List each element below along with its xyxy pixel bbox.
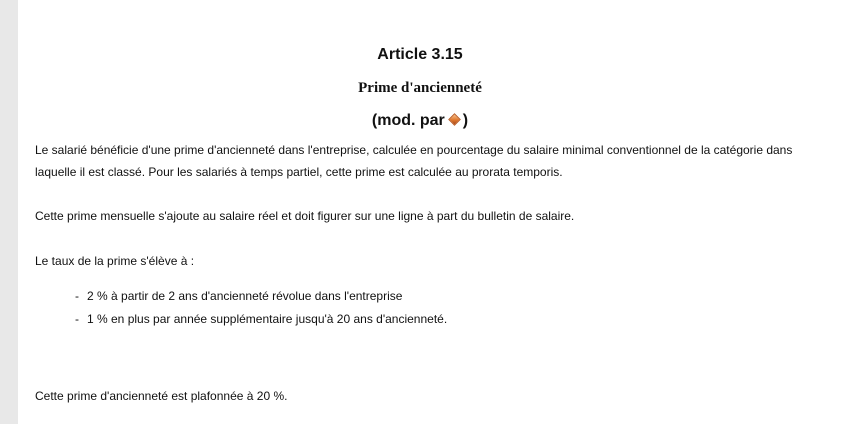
modification-line — [18, 112, 822, 130]
modification-suffix: ) — [462, 112, 469, 129]
paragraph-cap: Cette prime d'ancienneté est plafonnée à 20 %. — [35, 389, 288, 403]
paragraph-prime-definition: Le salarié bénéficie d'une prime d'ancienneté dans l'entreprise, calculée en pourcentage du salaire minimal conventionnel de la catégorie dans laquelle il est classé. Pour les salariés à temps partiel, cette prime est calculée au prorata temporis. — [35, 143, 793, 179]
document-page — [18, 0, 854, 424]
rate-list — [75, 285, 447, 331]
left-margin-bar — [0, 0, 18, 424]
article-subtitle: Prime d'ancienneté — [358, 80, 482, 96]
list-item: - 1 % en plus par année supplémentaire jusqu'à 20 ans d'ancienneté. — [75, 308, 447, 331]
paragraph-prime-monthly: Cette prime mensuelle s'ajoute au salaire réel et doit figurer sur une ligne à part du bulletin de salaire. — [35, 209, 575, 223]
article-title: Article 3.15 — [377, 46, 463, 63]
orange-diamond-icon[interactable] — [448, 113, 461, 126]
modification-prefix: (mod. par — [371, 112, 445, 129]
list-item: - 2 % à partir de 2 ans d'ancienneté révolue dans l'entreprise — [75, 285, 447, 308]
paragraph-rate-intro: Le taux de la prime s'élève à : — [35, 254, 195, 268]
